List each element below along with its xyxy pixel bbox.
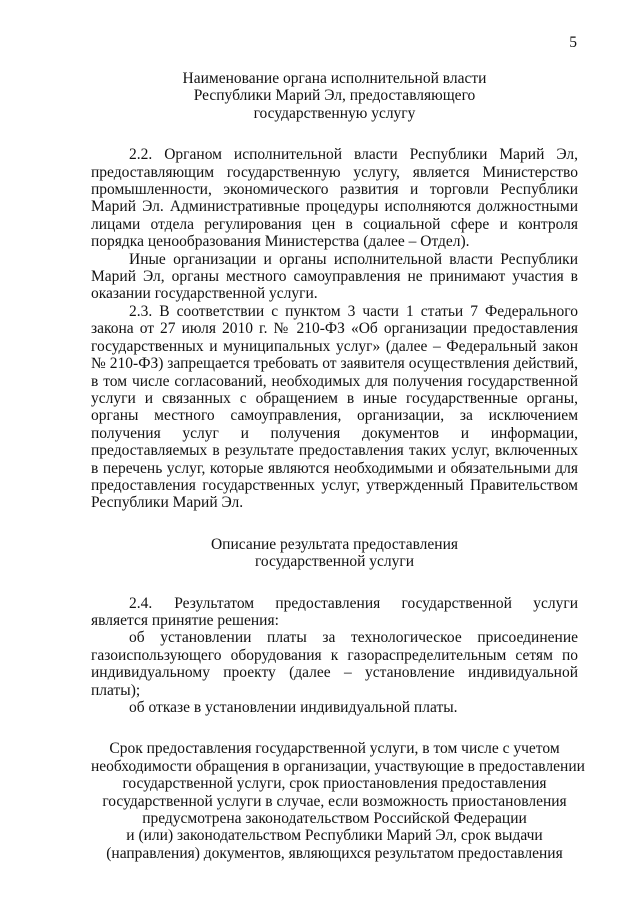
spacer xyxy=(91,716,578,740)
heading-line: Республики Марий Эл, предоставляющего xyxy=(193,87,476,105)
paragraph-other-organizations: Иные организации и органы исполнительной власти Республики Марий Эл, органы местного самоуправления не принимают участия в оказании государственной услуги. xyxy=(91,250,578,303)
sub-item-set-fee: об установлении платы за технологическое присоединение газоиспользующего оборудования к газораспределительным сетям по индивидуальному проекту (далее – установление индивидуальной платы); xyxy=(91,629,578,699)
spacer xyxy=(91,512,578,536)
sub-item-refusal: об отказе в установлении индивидуальной платы. xyxy=(129,699,458,716)
heading-line: государственной услуги xyxy=(254,553,415,571)
section-heading-result xyxy=(91,536,578,571)
paragraph-2-3: 2.3. В соответствии с пунктом 3 части 1 статьи 7 Федерального закона от 27 июля 2010 г. № 210-ФЗ «Об организации предоставления государственных и муниципальных услуг» (далее – Федеральный закон № 210-ФЗ) запрещается требовать от заявителя осуществления действий, в том числе согласований, необходимых для получения государственной услуги и связанных с обращением в иные государственные органы, органы местного самоуправления, организации, за исключением получения услуг и получения документов и информации, предоставляемых в результате предоставления таких услуг, включенных в перечень услуг, которые являются необходимыми и обязательными для предоставления государственных услуг, утвержденный Правительством Республики Марий Эл. xyxy=(91,302,578,512)
paragraph-2-2: 2.2. Органом исполнительной власти Республики Марий Эл, предоставляющим государственную услугу, является Министерство промышленности, экономического развития и торговли Республики Марий Эл. Административные процедуры исполняются должностными лицами отдела регулирования цен в социальной сфере и контроля порядка ценообразования Министерства (далее – Отдел). xyxy=(91,146,578,251)
heading-line: Срок предоставления государственной услуги, в том числе с учетом xyxy=(109,740,560,758)
spacer xyxy=(91,122,578,146)
section-heading-term xyxy=(91,740,585,862)
item-text: Результатом предоставления государственной услуги является принятие решения: xyxy=(91,594,578,629)
section-heading-authority xyxy=(91,70,578,122)
heading-line: Описание результата предоставления xyxy=(210,535,459,553)
heading-line: (направления) документов, являющихся результатом предоставления xyxy=(106,844,563,862)
page-content xyxy=(91,70,585,862)
heading-line: государственную услугу xyxy=(253,104,416,122)
heading-line: Наименование органа исполнительной власти xyxy=(182,70,487,87)
heading-line: необходимости обращения в организации, участвующие в предоставлении xyxy=(91,757,585,775)
paragraph-2-4 xyxy=(91,595,578,630)
page-number: 5 xyxy=(569,34,577,51)
heading-line: и (или) законодательством Республики Марий Эл, срок выдачи xyxy=(126,827,543,845)
heading-line: государственной услуги в случае, если возможность приостановления xyxy=(102,792,567,810)
heading-line: государственной услуги, срок приостановления предоставления xyxy=(122,775,547,793)
item-number: 2.4. xyxy=(129,594,153,612)
heading-line: предусмотрена законодательством Российской Федерации xyxy=(142,810,527,828)
spacer xyxy=(91,571,578,595)
